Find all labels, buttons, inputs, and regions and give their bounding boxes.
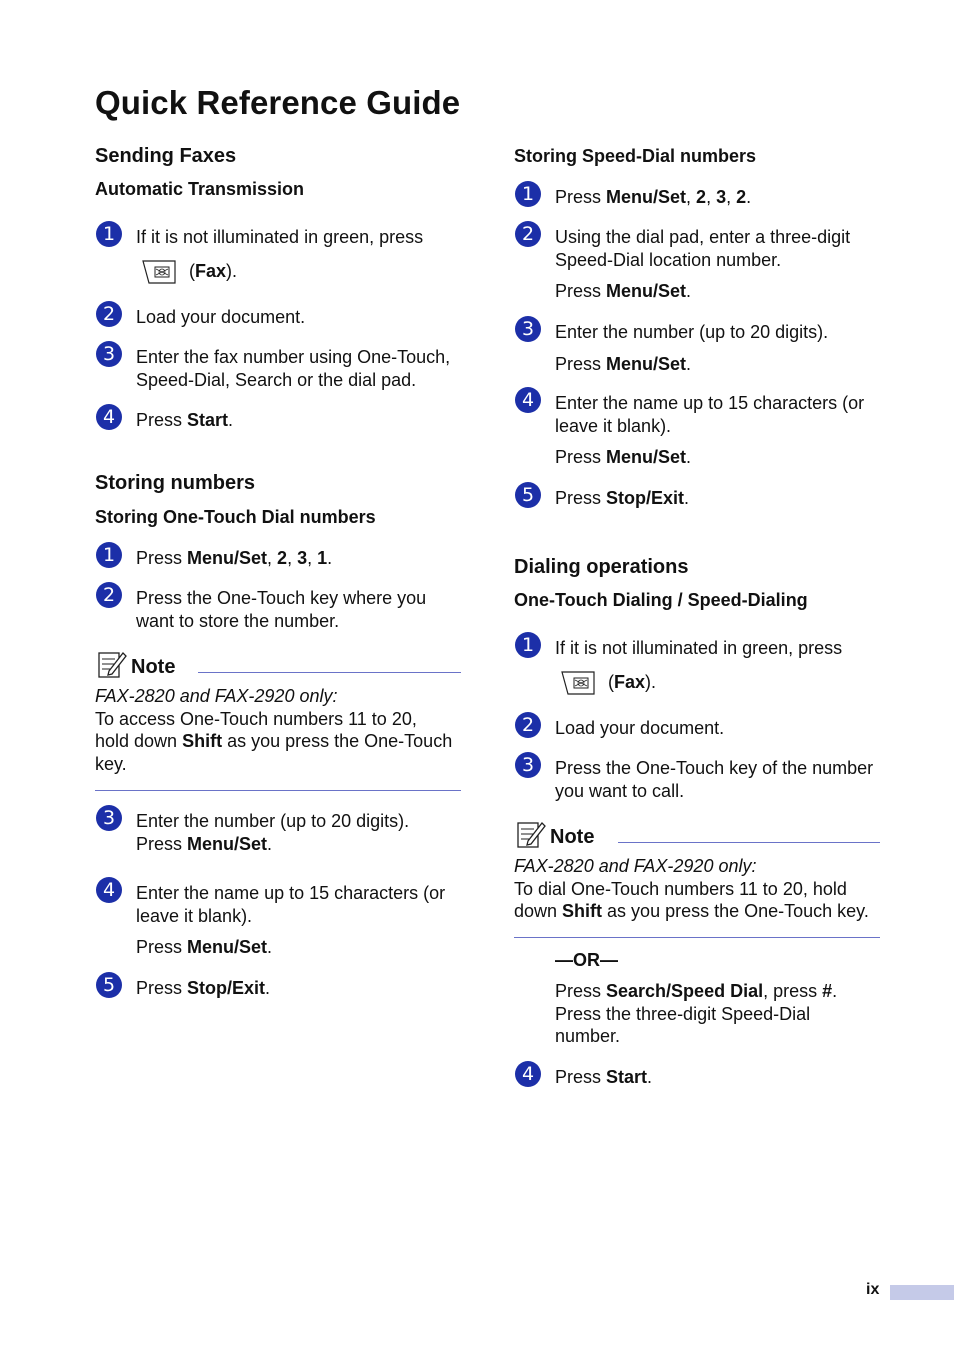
step-number-3: 3	[96, 805, 122, 831]
subheading-automatic-transmission: Automatic Transmission	[95, 179, 305, 199]
fax-key-icon	[141, 258, 177, 286]
section-heading-storing-numbers: Storing numbers	[95, 472, 256, 494]
section-heading-dialing-operations: Dialing operations	[514, 556, 689, 578]
note-bottom-rule	[95, 790, 461, 791]
note-divider	[198, 672, 461, 673]
step-number-1: 1	[515, 181, 541, 207]
or-separator: —OR—	[555, 950, 618, 970]
subheading-one-touch: Storing One-Touch Dial numbers	[95, 507, 376, 527]
step-number-3: 3	[515, 316, 541, 342]
step-text: Press Stop/Exit.	[555, 488, 690, 508]
step-text: Press Stop/Exit.	[136, 978, 271, 998]
step-number-2: 2	[515, 221, 541, 247]
step-text: Press Start.	[555, 1067, 653, 1087]
note-pencil-icon	[516, 819, 546, 849]
step-number-4: 4	[96, 404, 122, 430]
step-text: Press Start.	[136, 410, 234, 430]
step-text: Enter the fax number using One-Touch, Speed-Dial, Search or the dial pad.	[136, 347, 451, 390]
note-pencil-icon	[97, 649, 127, 679]
subheading-speed-dial: Storing Speed-Dial numbers	[514, 146, 757, 166]
step-text: Press the One-Touch key where you want to store the number.	[136, 588, 427, 631]
note-label: Note	[550, 826, 595, 848]
step-text: Using the dial pad, enter a three-digit Speed-Dial location number. Press Menu/Set.	[555, 227, 851, 301]
note-label: Note	[131, 656, 176, 678]
step-number-2: 2	[515, 712, 541, 738]
step-number-3: 3	[515, 752, 541, 778]
step-number-1: 1	[515, 632, 541, 658]
step-text: Enter the number (up to 20 digits). Press Menu/Set.	[555, 322, 829, 374]
step-number-4: 4	[515, 387, 541, 413]
page-tab-bar	[890, 1285, 954, 1300]
step-number-4: 4	[515, 1061, 541, 1087]
step-number-1: 1	[96, 542, 122, 568]
fax-key-label: (Fax).	[608, 672, 657, 692]
note-body: FAX-2820 and FAX-2920 only: To dial One-Touch numbers 11 to 20, hold down Shift as you press the One-Touch key.	[514, 856, 869, 921]
section-heading-sending-faxes: Sending Faxes	[95, 145, 237, 167]
note-divider	[618, 842, 880, 843]
step-text: Press Menu/Set, 2, 3, 1.	[136, 548, 333, 568]
page-number: ix	[866, 1281, 880, 1298]
note-bottom-rule	[514, 937, 880, 938]
subheading-one-touch-speed-dialing: One-Touch Dialing / Speed-Dialing	[514, 590, 808, 610]
step-text: Load your document.	[136, 307, 306, 327]
fax-key-icon	[560, 669, 596, 697]
step-text: Load your document.	[555, 718, 725, 738]
step-number-4: 4	[96, 877, 122, 903]
step-text: Press Menu/Set, 2, 3, 2.	[555, 187, 752, 207]
page-title: Quick Reference Guide	[95, 84, 461, 121]
step-text: Enter the name up to 15 characters (or leave it blank). Press Menu/Set.	[555, 393, 865, 467]
step-number-5: 5	[96, 972, 122, 998]
step-number-5: 5	[515, 482, 541, 508]
or-instructions: Press Search/Speed Dial, press #. Press the three-digit Speed-Dial number.	[555, 981, 838, 1046]
step-number-3: 3	[96, 341, 122, 367]
step-text: Enter the number (up to 20 digits). Press Menu/Set.	[136, 811, 410, 854]
step-text: If it is not illuminated in green, press	[136, 227, 424, 247]
step-number-2: 2	[96, 301, 122, 327]
step-text: If it is not illuminated in green, press	[555, 638, 843, 658]
note-body: FAX-2820 and FAX-2920 only: To access One-Touch numbers 11 to 20, hold down Shift as you press the One-Touch key.	[95, 686, 453, 774]
step-number-1: 1	[96, 221, 122, 247]
step-text: Enter the name up to 15 characters (or leave it blank). Press Menu/Set.	[136, 883, 446, 957]
step-number-2: 2	[96, 582, 122, 608]
fax-key-label: (Fax).	[189, 261, 238, 281]
step-text: Press the One-Touch key of the number you want to call.	[555, 758, 874, 801]
